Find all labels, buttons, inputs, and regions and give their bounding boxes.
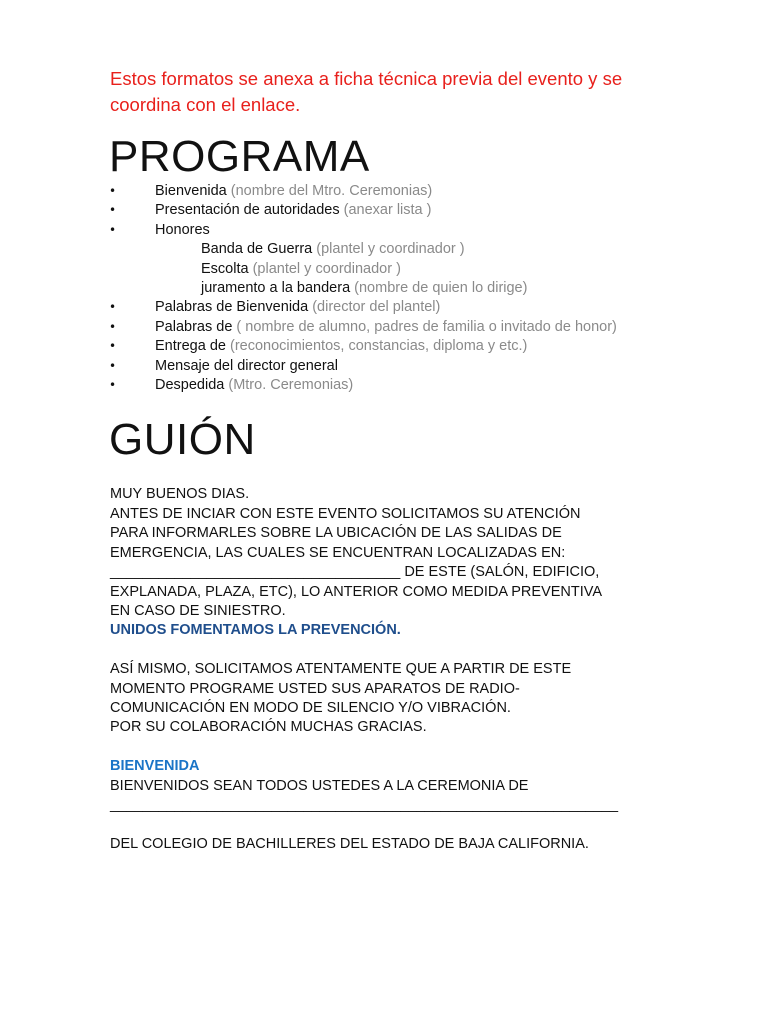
list-item: • Bienvenida (nombre del Mtro. Ceremonias) (110, 182, 670, 201)
guion-body (110, 485, 670, 854)
format-note: Estos formatos se anexa a ficha técnica previa del evento y se coordina con el enlace. (110, 68, 623, 115)
guion-line: EMERGENCIA, LAS CUALES SE ENCUENTRAN LOCALIZADAS EN: (110, 544, 566, 561)
guion-line: MOMENTO PROGRAME USTED SUS APARATOS DE RADIO- (110, 680, 520, 697)
ceremony-name-blank: _______________________________________________________________ (110, 796, 619, 813)
guion-title: GUIÓN (109, 415, 256, 465)
guion-line: DEL COLEGIO DE BACHILLERES DEL ESTADO DE BAJA CALIFORNIA. (110, 835, 589, 852)
document-page (110, 66, 670, 854)
guion-line: BIENVENIDOS SEAN TODOS USTEDES A LA CEREMONIA DE (110, 777, 529, 794)
guion-line: POR SU COLABORACIÓN MUCHAS GRACIAS. (110, 719, 427, 736)
list-item: • Palabras de Bienvenida (director del plantel) (110, 298, 670, 317)
guion-line: MUY BUENOS DIAS. (110, 486, 250, 503)
guion-line: EN CASO DE SINIESTRO. (110, 602, 286, 619)
programa-list (110, 182, 670, 395)
list-item: • Presentación de autoridades (anexar lista ) (110, 201, 670, 220)
sub-list-item: Banda de Guerra (plantel y coordinador ) (201, 241, 465, 258)
guion-line: COMUNICACIÓN EN MODO DE SILENCIO Y/O VIBRACIÓN. (110, 699, 511, 716)
guion-line: ____________________________________ DE ESTE (SALÓN, EDIFICIO, (110, 564, 600, 581)
list-item: • Entrega de (reconocimientos, constancias, diploma y etc.) (110, 337, 670, 356)
guion-line: ANTES DE INCIAR CON ESTE EVENTO SOLICITAMOS SU ATENCIÓN (110, 505, 581, 522)
prevention-slogan: UNIDOS FOMENTAMOS LA PREVENCIÓN. (110, 622, 401, 639)
sub-list-item: juramento a la bandera (nombre de quien lo dirige) (201, 280, 528, 297)
list-item: • Despedida (Mtro. Ceremonias) (110, 376, 670, 395)
list-item: • Honores (110, 221, 670, 240)
programa-title: PROGRAMA (109, 132, 370, 181)
guion-line: PARA INFORMARLES SOBRE LA UBICACIÓN DE LAS SALIDAS DE (110, 525, 562, 542)
list-item: • Palabras de ( nombre de alumno, padres de familia o invitado de honor) (110, 318, 670, 337)
guion-line: EXPLANADA, PLAZA, ETC), LO ANTERIOR COMO MEDIDA PREVENTIVA (110, 583, 603, 600)
bienvenida-heading: BIENVENIDA (110, 758, 200, 775)
sub-list-item: Escolta (plantel y coordinador ) (201, 260, 401, 277)
guion-line: ASÍ MISMO, SOLICITAMOS ATENTAMENTE QUE A PARTIR DE ESTE (110, 661, 572, 678)
list-item: • Mensaje del director general (110, 357, 670, 376)
